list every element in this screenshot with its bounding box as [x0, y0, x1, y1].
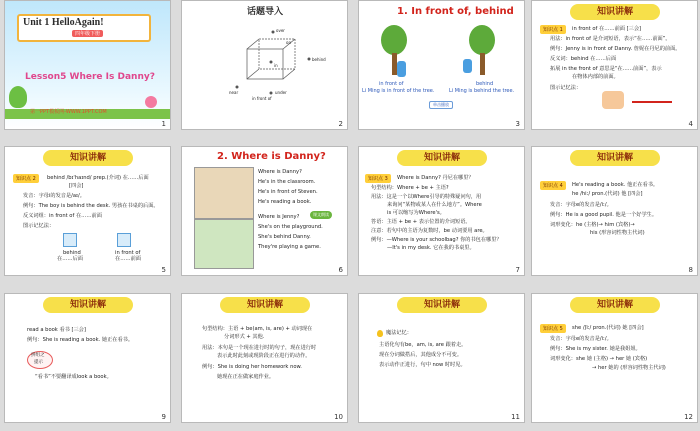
play-button[interactable]: 单击播放 [429, 101, 453, 109]
label-behind: behind [312, 57, 326, 62]
line-3: 例句：She is my sister. 她是我姐姐。 [550, 346, 641, 352]
slide-number: 9 [161, 413, 166, 421]
slide-thumbnail-8[interactable] [532, 147, 697, 275]
title-ribbon [43, 297, 133, 313]
slide-thumbnail-7[interactable] [359, 147, 524, 275]
line-4: 表示此时此刻或现阶段正在进行的动作。 [217, 353, 311, 359]
title-ribbon [397, 297, 487, 313]
read-aloud-button[interactable]: 课文朗读 [310, 211, 332, 219]
line-2: 例句：She is reading a book. 她正在看书。 [27, 337, 134, 343]
title-ribbon [43, 150, 133, 166]
label-over: over [276, 28, 285, 33]
caption-left-sentence: Li Ming is in front of the tree. [362, 88, 435, 94]
slide-thumbnail-9[interactable] [5, 294, 170, 422]
dot-over [272, 31, 275, 34]
lesson-title: Lesson5 Where Is Danny? [25, 72, 155, 82]
title-ribbon [220, 297, 310, 313]
knowledge-tag: 知识点 5 [540, 324, 566, 333]
bulb-icon [377, 330, 383, 337]
trunk-right [480, 53, 485, 75]
slide-number: 2 [338, 120, 343, 128]
title-ribbon [570, 297, 660, 313]
caption-behind: behind [63, 250, 81, 256]
slide-thumbnail-1[interactable] [5, 1, 170, 129]
line-4: 反义词：behind 在……后面 [550, 56, 617, 62]
knowledge-tag: 知识点 1 [540, 25, 566, 34]
line-7: 注意：若句中的主语为复数时，be 动词要用 are。 [371, 228, 488, 234]
slide-title: 知识讲解 [69, 153, 106, 163]
line-3: 发音：字母e的发音是/iː/。 [550, 202, 612, 208]
box-front-icon [117, 233, 131, 247]
line-6: 在物体内部的前面。 [572, 74, 619, 80]
slide-title: 知识讲解 [596, 7, 633, 17]
line-2: 分词形式 + 其他. [224, 334, 265, 340]
line-2: [四会] [69, 183, 84, 189]
line-4: 来询问“某物或某人在什么地方”。Where [387, 202, 482, 208]
caption-front: in front of [115, 250, 141, 256]
slide-number: 3 [515, 120, 520, 128]
text-line-5: Where is Jenny? [258, 214, 300, 220]
cube-diagram [227, 29, 317, 104]
classroom-picture [194, 167, 254, 219]
arrow-illustration [632, 101, 672, 103]
text-line-8: They're playing a game. [258, 244, 321, 250]
label-under: under [275, 90, 287, 95]
title-ribbon [570, 150, 660, 166]
line-2: he /hiː/ pron.(代词) 他 [四会] [572, 191, 643, 197]
knowledge-tag: 知识点 3 [365, 174, 391, 183]
bubble-line-1: 拼组之 [31, 353, 45, 358]
grade-badge: 四年级下册 [72, 30, 103, 37]
label-on: on [286, 40, 291, 45]
slide-title: 知识讲解 [596, 153, 633, 163]
line-2: 用法：in front of 是介词短语，表示“在……前面”。 [550, 36, 671, 42]
line-6: 图示记忆法： [23, 223, 55, 229]
line-2: 主语化句有be，am, is, are 跟着走。 [379, 342, 467, 348]
line-3: 用法：本句是一个现在进行时的句子，现在进行时 [202, 345, 317, 351]
slide-title: 知识讲解 [69, 300, 106, 310]
line-5: 例句：She is doing her homework now. [202, 364, 302, 370]
line-9: —It's in my desk. 它在我的书桌里。 [387, 245, 475, 251]
line-5: is 可以缩写为Where's。 [387, 210, 445, 216]
line-3: 现在分词做搭后，其他成分不可变。 [379, 352, 463, 358]
slide-number: 8 [688, 266, 693, 274]
line-2: 发音：字母e的发音是/iː/。 [550, 336, 612, 342]
caption-left-word: in front of [379, 81, 404, 87]
line-8: 例句：—Where is your schoolbag? 你的书包在哪里？ [371, 237, 502, 243]
line-1: she /ʃiː/ pron.(代词) 她 [四会] [572, 325, 644, 331]
slide-thumbnail-12[interactable] [532, 294, 697, 422]
tree-right-icon [469, 25, 495, 55]
line-5: 拓展 in the front of 意思是“在……前面”，表示 [550, 66, 662, 72]
tree-icon [9, 86, 27, 108]
slide-title: 1. In front of, behind [397, 6, 514, 17]
line-6: 答语：主语 + be + 表示位置的介词短语。 [371, 219, 471, 225]
slide-number: 5 [161, 266, 166, 274]
line-1: Where is Danny? 丹尼在哪里？ [397, 175, 474, 181]
line-3: 用法：这是一个以Where引导的特殊疑问句，用 [371, 194, 482, 200]
line-3: 例句：Jenny is in front of Danny. 詹妮在丹尼的前面。 [550, 46, 681, 52]
title-ribbon [570, 4, 660, 20]
text-line-7: She's behind Danny. [258, 234, 311, 240]
line-1: in front of 在……前面 [三会] [572, 26, 642, 32]
text-line-4: He's reading a book. [258, 199, 312, 205]
slide-number: 10 [334, 413, 343, 421]
slide-title: 2. Where is Danny? [217, 151, 326, 162]
slide-number: 12 [684, 413, 693, 421]
line-7: 图示记忆法： [550, 85, 582, 91]
line-1: 魔法记忆： [386, 330, 412, 336]
slide-thumbnail-4[interactable] [532, 1, 697, 129]
line-6: his (形容词性物主代词) [590, 230, 645, 236]
slide-title: 知识讲解 [246, 300, 283, 310]
line-3: 发音：字母i的发音是/aɪ/。 [23, 193, 85, 199]
line-1: read a book 看书 [三会] [27, 327, 86, 333]
boy-front-icon [397, 61, 406, 77]
course-title: Unit 1 HelloAgain! [23, 17, 104, 28]
flower-icon [145, 96, 157, 108]
slide-number: 11 [511, 413, 520, 421]
label-in-front-of: in front of [252, 96, 272, 101]
line-6: 她现在正在做家庭作业。 [217, 374, 275, 380]
text-line-1: Where is Danny? [258, 169, 302, 175]
slide-title: 知识讲解 [596, 300, 633, 310]
slide-thumbnail-6[interactable] [182, 147, 347, 275]
caption-front-cn: 在……前面 [115, 256, 141, 262]
title-ribbon [220, 4, 310, 20]
line-4: 表示动作正进行，句中 now 时时见。 [379, 362, 466, 368]
footer-text: 第一PPT模板网-WWW.1PPT.COM [30, 109, 107, 115]
line-4: 例句：He is a good pupil. 他是一个好学生。 [550, 212, 658, 218]
slide-title: 话题导入 [246, 7, 283, 17]
text-line-6: She's on the playground. [258, 224, 323, 230]
boy-behind-icon [463, 59, 472, 73]
slide-thumbnail-2[interactable] [182, 1, 347, 129]
slide-number: 1 [161, 120, 166, 128]
slide-number: 6 [338, 266, 343, 274]
line-1: behind /bɪˈhaɪnd/ prep.(介词) 在……后面 [47, 175, 149, 181]
slide-title: 知识讲解 [423, 153, 460, 163]
slide-thumbnail-10[interactable] [182, 294, 347, 422]
knowledge-tag: 知识点 4 [540, 181, 566, 190]
slide-number: 7 [515, 266, 520, 274]
line-4: 词形变化：she 她 (主格) → her 她 (宾格) [550, 356, 648, 362]
slide-title: 知识讲解 [423, 300, 460, 310]
label-near: near [229, 90, 239, 95]
slide-thumbnail-11[interactable] [359, 294, 524, 422]
caption-behind-cn: 在……后面 [57, 256, 83, 262]
box-behind-icon [63, 233, 77, 247]
slide-number: 4 [688, 120, 693, 128]
line-5: → her 她的 (形容词性物主代词) [592, 365, 666, 371]
line-1: He's reading a book. 他正在看书。 [572, 182, 659, 188]
line-1: 句型结构：主语 + be(am, is, are) + 动词现在 [202, 326, 313, 332]
tree-left-icon [381, 25, 407, 55]
children-illustration [602, 91, 624, 109]
line-2: 句型结构：Where + be + 主语? [371, 185, 449, 191]
label-in: in [274, 63, 278, 68]
caption-right-word: behind [476, 81, 494, 87]
slide-thumbnail-5[interactable] [5, 147, 170, 275]
dot-in [270, 61, 273, 64]
line-3: “看书”不要翻译成look a book。 [35, 374, 112, 380]
caption-right-sentence: Li Ming is behind the tree. [449, 88, 515, 94]
text-line-2: He's in the classroom. [258, 179, 316, 185]
dot-behind [308, 58, 311, 61]
line-5: 反义词组：in front of 在……前面 [23, 213, 102, 219]
bubble-line-2: 提示 [34, 360, 43, 365]
title-ribbon [397, 150, 487, 166]
line-5: 词形变化：he (主格)→ him (宾格)→ [550, 222, 635, 228]
line-4: 例句：The boy is behind the desk. 男孩在书桌的后面。 [23, 203, 159, 209]
playground-picture [194, 219, 254, 269]
knowledge-tag: 知识点 2 [13, 174, 39, 183]
text-line-3: He's in front of Steven. [258, 189, 318, 195]
slide-thumbnail-3[interactable] [359, 1, 524, 129]
